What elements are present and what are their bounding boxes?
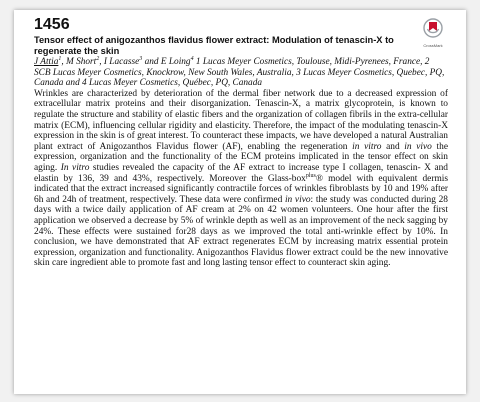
author-affiliation-mark: 2 [96, 55, 100, 62]
abstract-text: studies revealed the capacity of the AF extract to increase type I collagen, tenascin- X and elastin by 136, 39 and 43%, respectively. Moreover the Glass-box [34, 162, 448, 184]
author-separator: , [99, 57, 104, 67]
author-name: E Loing [160, 57, 191, 67]
abstract-body [34, 89, 448, 269]
crossmark-icon [423, 18, 443, 38]
emphasis-in-vitro: in vitro [352, 141, 382, 152]
abstract-page [14, 10, 466, 394]
emphasis-in-vitro: In vitro [60, 162, 90, 173]
author-and: and [142, 57, 161, 67]
paper-title: Tensor effect of anigozanthos flavidus flower extract: Modulation of tenascin-X to regenerate the skin [34, 35, 394, 56]
author-name: M Short [66, 57, 97, 67]
author-separator: , [61, 57, 67, 67]
abstract-text: the expression, organization and the functionality of the ECM proteins implicated in the tensor effect on skin aging. [34, 141, 448, 173]
crossmark-badge[interactable] [418, 18, 448, 48]
author-name: J Attia [34, 57, 59, 67]
crossmark-label: CrossMark [423, 43, 443, 48]
author-affiliation-mark: 1 [58, 55, 62, 62]
abstract-text: and [381, 141, 405, 152]
abstract-number: 1456 [34, 16, 70, 33]
emphasis-in-vivo: in vivo [284, 194, 311, 205]
author-line [34, 57, 448, 89]
abstract-text: ® model with equivalent dermis indicated that the extract increased significantly contractile forces of wrinkles fibroblasts by 10 and 19% after 6h and 24h of treatment, respectively. These data were confirmed [34, 173, 448, 205]
author-affiliation-mark: 3 [139, 55, 143, 62]
emphasis-in-vivo: in vivo [404, 141, 432, 152]
author-affiliation-mark: 4 [190, 55, 194, 62]
plus-superscript: plus [305, 172, 316, 179]
author-name: I Lacasse [103, 57, 140, 67]
abstract-text: : the study was conducted during 28 days with a twice daily application of AF cream at 2% on 42 women volunteers. One hour after the first application we observed a decrease by 5% of wrinkle depth as well as an improvement of the neck sagging by 24%. These effects were sustained for28 days as we improved the total anti-wrinkle effect by 10%. In conclusion, we have demonstrated that AF extract regenerates ECM by increasing matrix essential protein expression, organization and functionality. Anigozanthos Flavidus flower extract could be the new innovative skin care ingredient able to promote fast and long lasting tensor effect to counteract skin aging. [34, 194, 448, 269]
title-row [34, 35, 448, 57]
abstract-text: Wrinkles are characterized by deterioration of the dermal fiber network due to a decreased expression of extracellular matrix proteins and their disorganization. Tenascin-X, a matrix glycoprotein, is known to regulate the structure and stability of elastic fibers and the organization of collagen fibrils in the extra-cellular matrix (ECM), influencing cellular rigidity and elasticity. Therefore, the impact of the modulating tenascin-X expression in the skin is of great interest. To counteract these impacts, we have developed a natural Australian plant extract of Anigozanthos Flavidus flower (AF), enabling the regeneration [34, 88, 448, 152]
affiliations: 1 Lucas Meyer Cosmetics, Toulouse, Midi-Pyrenees, France, 2 SCB Lucas Meyer Cosmetics, Knockrow, New South Wales, Australia, 3 Lucas Meyer Cosmetics, Quebec, PQ, Canada and 4 Lucas Meyer Cosmetics, Québec, PQ, Canada [34, 57, 445, 89]
